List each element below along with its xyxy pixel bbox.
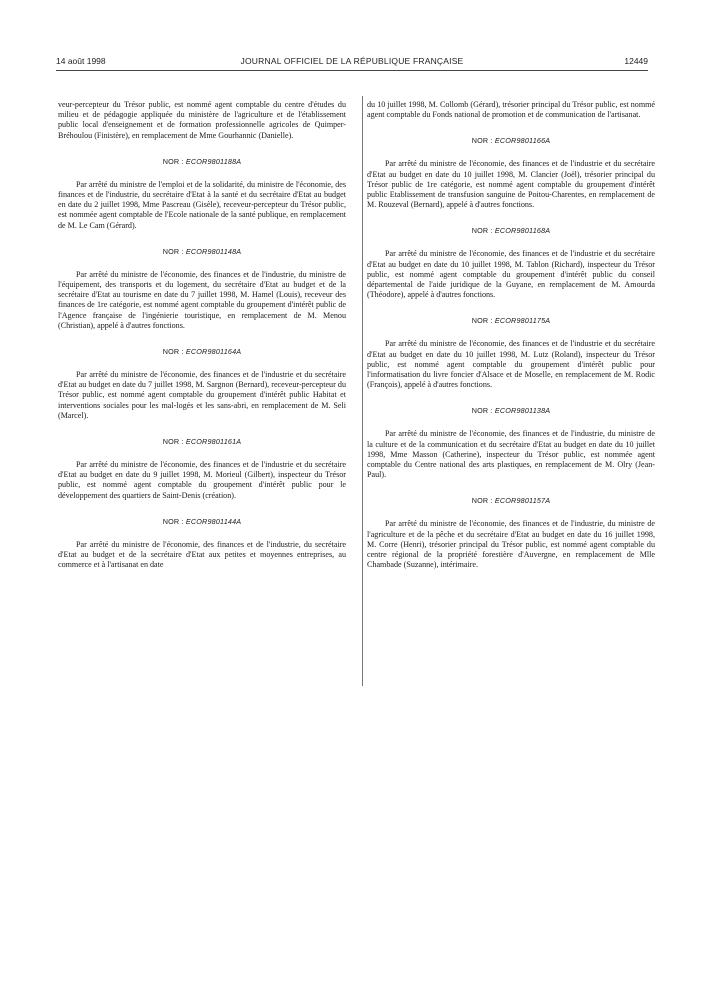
nor-label: NOR : bbox=[471, 226, 493, 236]
nor-code: ECOR9801144A bbox=[185, 516, 242, 526]
nor-reference bbox=[367, 406, 655, 415]
continued-paragraph: veur-percepteur du Trésor public, est nommé agent comptable du centre d'études du milieu et de pédagogie appliquée du ministère de l'agriculture et de l'établissement public local d'enseignement et de formation professionnelle agricoles de Quimper-Bréhoulou (Finistère), en remplacement de Mme Gourhannic (Danielle). bbox=[58, 100, 346, 140]
nor-reference bbox=[58, 517, 346, 526]
decree-paragraph: Par arrêté du ministre de l'économie, des finances et de l'industrie, du ministre de l'agriculture et de la pêche et du secrétaire d'Etat au budget en date du 16 juillet 1998, M. Corre (Henri), trésorier principal du Trésor public, est nommé agent comptable du centre régional de la propriété forestière d'Auvergne, en remplacement de Mlle Chambade (Suzanne), intérimaire. bbox=[367, 519, 655, 570]
journal-title: JOURNAL OFFICIEL DE LA RÉPUBLIQUE FRANÇAISE bbox=[240, 56, 464, 66]
nor-label: NOR : bbox=[162, 156, 184, 166]
column-divider bbox=[362, 96, 363, 686]
nor-reference bbox=[367, 136, 655, 145]
nor-code: ECOR9801166A bbox=[494, 136, 551, 146]
nor-label: NOR : bbox=[471, 406, 493, 416]
nor-code: ECOR9801138A bbox=[494, 406, 551, 416]
nor-label: NOR : bbox=[471, 316, 493, 326]
nor-label: NOR : bbox=[471, 136, 493, 146]
decree-paragraph: Par arrêté du ministre de l'économie, des finances et de l'industrie et du secrétaire d'Etat au budget en date du 10 juillet 1998, M. Tablon (Richard), inspecteur du Trésor public, est nommé agent comptable du groupement d'intérêt public du conseil départemental de l'aide juridique de la Guyane, en remplacement de M. Amourda (Théodore), appelé à d'autres fonctions. bbox=[367, 249, 655, 300]
decree-paragraph: Par arrêté du ministre de l'économie, des finances et de l'industrie et du secrétaire d'Etat au budget en date du 9 juillet 1998, M. Morieul (Gilbert), inspecteur du Trésor public, est nommé agent comptable du groupement d'intérêt public pour le développement des quartiers de Saint-Denis (création). bbox=[58, 460, 346, 500]
nor-code: ECOR9801188A bbox=[185, 156, 242, 166]
nor-code: ECOR9801168A bbox=[494, 226, 551, 236]
nor-reference bbox=[58, 247, 346, 256]
nor-reference bbox=[367, 316, 655, 325]
header-date: 14 août 1998 bbox=[56, 56, 106, 66]
nor-label: NOR : bbox=[162, 437, 184, 447]
nor-reference bbox=[367, 496, 655, 505]
decree-paragraph: Par arrêté du ministre de l'économie, des finances et de l'industrie, du ministre de l'équipement, des transports et du logement, du secrétaire d'Etat au budget et de la secrétaire d'Etat au tourisme en date du 7 juillet 1998, M. Hamel (Louis), receveur des finances de 1re catégorie, est nommé agent comptable du groupement d'intérêt public de l'Agence française de l'ingénierie touristique, en remplacement de M. Menou (Christian), appelé à d'autres fonctions. bbox=[58, 269, 346, 330]
nor-label: NOR : bbox=[162, 516, 184, 526]
nor-code: ECOR9801148A bbox=[185, 246, 242, 256]
continued-paragraph: du 10 juillet 1998, M. Collomb (Gérard), trésorier principal du Trésor public, est nommé agent comptable du Fonds national de promotion et de communication de l'artisanat. bbox=[367, 100, 655, 120]
nor-code: ECOR9801157A bbox=[494, 496, 551, 506]
left-column bbox=[58, 100, 346, 570]
decree-paragraph: Par arrêté du ministre de l'économie, des finances et de l'industrie, du ministre de la culture et de la communication et du secrétaire d'Etat au budget en date du 10 juillet 1998, Mme Masson (Catherine), inspecteur du Trésor public, est nommée agent comptable du Centre national des arts plastiques, en remplacement de M. Olry (Jean-Paul). bbox=[367, 429, 655, 480]
decree-paragraph: Par arrêté du ministre de l'économie, des finances et de l'industrie et du secrétaire d'Etat au budget en date du 10 juillet 1998, M. Lutz (Roland), inspecteur du Trésor public, est nommé agent comptable du groupement d'intérêt public pour l'informatisation du livre foncier d'Alsace et de Moselle, en remplacement de M. Rodic (François), appelé à d'autres fonctions. bbox=[367, 339, 655, 390]
nor-code: ECOR9801164A bbox=[185, 347, 242, 357]
nor-reference bbox=[58, 437, 346, 446]
decree-paragraph: Par arrêté du ministre de l'économie, des finances et de l'industrie et du secrétaire d'Etat au budget en date du 10 juillet 1998, M. Clancier (Joël), trésorier principal du Trésor public de 1re catégorie, est nommé agent comptable du groupement d'intérêt public Etablissement de transfusion sanguine de Poitou-Charentes, en remplacement de M. Rouzeval (Bernard), appelé à d'autres fonctions. bbox=[367, 159, 655, 210]
nor-reference bbox=[367, 226, 655, 235]
decree-paragraph: Par arrêté du ministre de l'économie, des finances et de l'industrie et du secrétaire d'Etat au budget en date du 7 juillet 1998, M. Sargnon (Bernard), receveur-percepteur du Trésor public, est nommé agent comptable du groupement d'intérêt public Habitat et interventions sociales pour les mal-logés et les sans-abri, en remplacement de M. Seli (Marcel). bbox=[58, 370, 346, 420]
nor-label: NOR : bbox=[162, 246, 184, 256]
nor-label: NOR : bbox=[471, 496, 493, 506]
header-rule bbox=[56, 70, 648, 71]
nor-reference bbox=[58, 157, 346, 166]
page-header bbox=[56, 56, 648, 70]
nor-reference bbox=[58, 347, 346, 356]
nor-code: ECOR9801161A bbox=[185, 437, 242, 447]
decree-paragraph: Par arrêté du ministre de l'économie, des finances et de l'industrie, du secrétaire d'Etat au budget et de la secrétaire d'Etat aux petites et moyennes entreprises, au commerce et à l'artisanat en date bbox=[58, 539, 346, 570]
right-column bbox=[367, 100, 655, 570]
page-number: 12449 bbox=[624, 56, 648, 66]
nor-code: ECOR9801175A bbox=[494, 316, 551, 326]
nor-label: NOR : bbox=[162, 347, 184, 357]
decree-paragraph: Par arrêté du ministre de l'emploi et de la solidarité, du ministre de l'économie, des finances et de l'industrie, du secrétaire d'Etat à la santé et du secrétaire d'Etat au budget en date du 2 juillet 1998, Mme Pascreau (Gisèle), receveur-percepteur du Trésor public, est nommée agent comptable de l'Ecole nationale de la santé publique, en remplacement de M. Le Cam (Gérard). bbox=[58, 179, 346, 230]
